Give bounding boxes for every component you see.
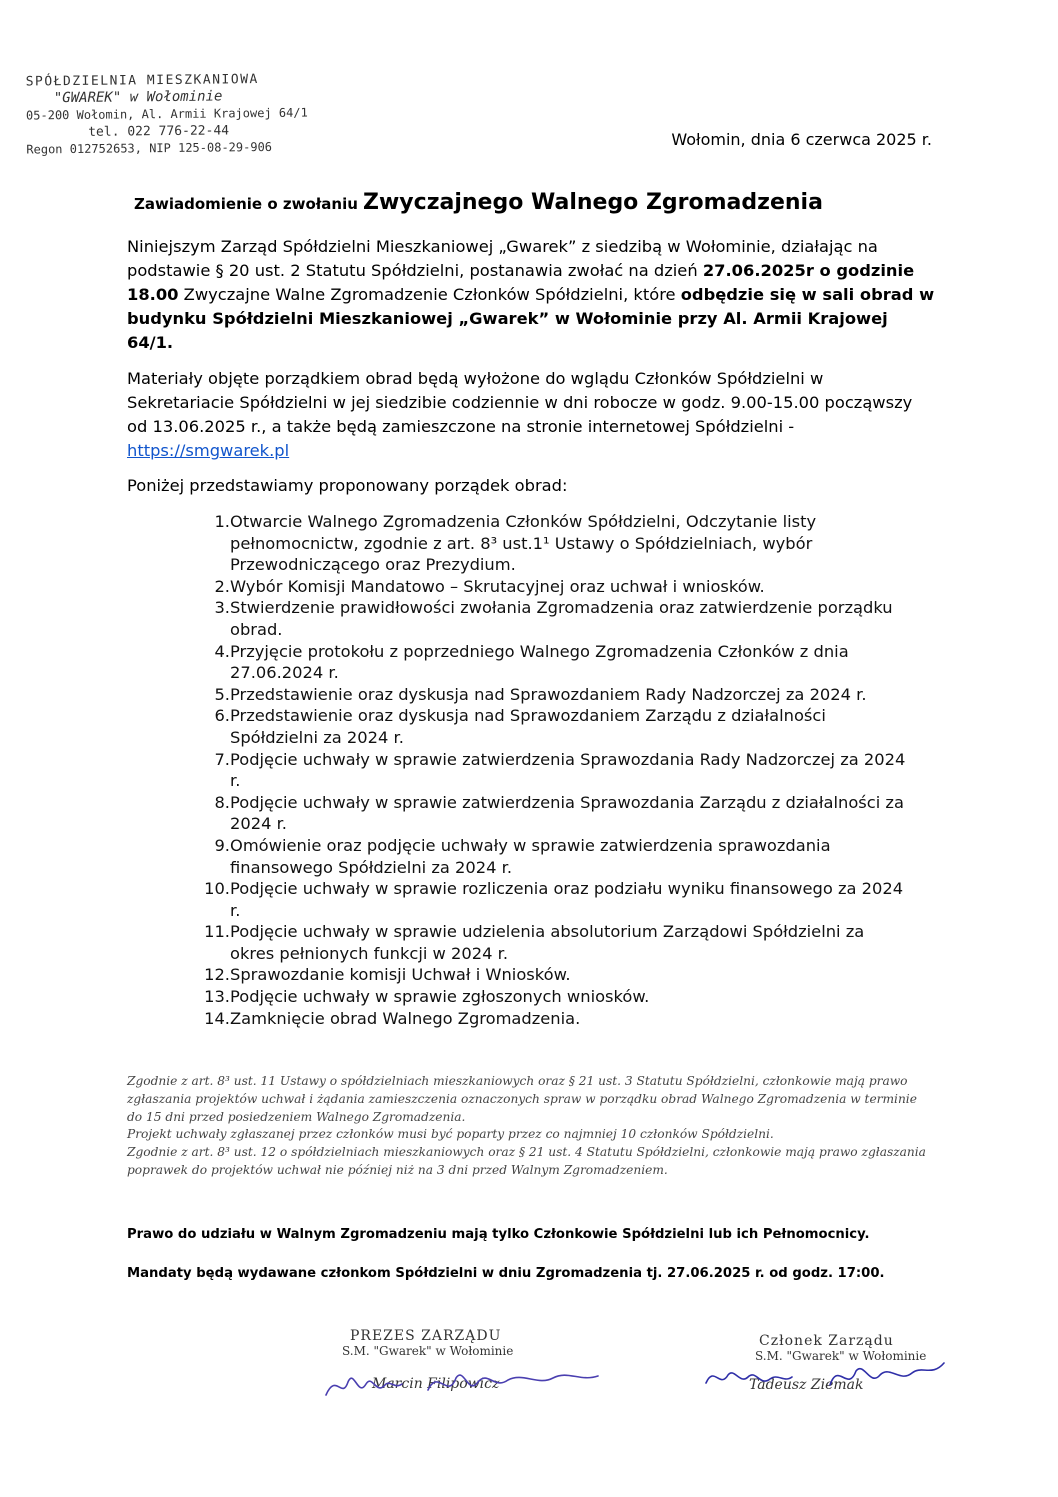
agenda-item-text: Podjęcie uchwały w sprawie zatwierdzenia Sprawozdania Zarządu z działalności za 2024 r. <box>230 792 904 834</box>
agenda-item <box>190 1008 910 1030</box>
agenda-item-text: Podjęcie uchwały w sprawie zgłoszonych wniosków. <box>230 987 650 1007</box>
agenda-item-number: 2. <box>214 576 230 596</box>
agenda-item-text: Otwarcie Walnego Zgromadzenia Członków Spółdzielni, Odczytanie listy pełnomocnictw, zgodnie z art. 8³ ust.1¹ Ustawy o Spółdzielniach, wybór Przewodniczącego oraz Prezydium. <box>230 512 817 575</box>
stamp-line-regon: Regon 012752653, NIP 125-08-29-906 <box>26 139 273 157</box>
agenda-item <box>190 511 910 576</box>
legal-note: Zgodnie z art. 8³ ust. 12 o spółdzielniach mieszkaniowych oraz § 21 ust. 4 Statutu Spółdzielni, członkowie mają prawo zgłaszania poprawek do projektów uchwał nie później niż na 3 dni przed Walnym Zgromadzeniem. <box>127 1145 926 1177</box>
agenda-item-text: Sprawozdanie komisji Uchwał i Wniosków. <box>230 965 571 985</box>
agenda-item-number: 11. <box>204 922 230 942</box>
website-link[interactable]: https://smgwarek.pl <box>127 441 290 460</box>
agenda-item-text: Zamknięcie obrad Walnego Zgromadzenia. <box>230 1008 581 1028</box>
title-prefix: Zawiadomienie o zwołaniu <box>134 195 358 213</box>
participation-rights: Prawo do udziału w Walnym Zgromadzeniu mają tylko Członkowie Spółdzielni lub ich Pełnomocnicy. <box>127 1227 870 1242</box>
stamp-line-address: 05-200 Wołomin, Al. Armii Krajowej 64/1 <box>25 105 308 123</box>
agenda-item <box>190 749 910 792</box>
agenda-item-number: 12. <box>204 965 230 985</box>
agenda-item-number: 1. <box>214 512 230 531</box>
materials-paragraph <box>127 367 935 463</box>
stamp-line-phone: tel. 022 776-22-44 <box>88 123 230 140</box>
agenda-item <box>190 792 910 835</box>
agenda-item <box>190 878 910 921</box>
handwritten-signature-president <box>318 1360 618 1410</box>
agenda-item-text: Podjęcie uchwały w sprawie zatwierdzenia Sprawozdania Rady Nadzorczej za 2024 r. <box>230 749 906 791</box>
handwritten-signature-board-member <box>700 1355 950 1400</box>
stamp-line-name: SPÓŁDZIELNIA MIESZKANIOWA <box>25 72 259 90</box>
intro-text-2: Zwyczajne Walne Zgromadzenie Członków Spółdzielni, które <box>178 285 681 304</box>
agenda-list <box>190 511 910 1029</box>
signature-org: S.M. "Gwarek" w Wołominie <box>755 1349 927 1363</box>
legal-notes <box>127 1073 927 1180</box>
agenda-item <box>190 986 910 1008</box>
agenda-item-number: 13. <box>204 987 230 1007</box>
document-date: Wołomin, dnia 6 czerwca 2025 r. <box>671 130 932 149</box>
title-main: Zwyczajnego Walnego Zgromadzenia <box>363 190 823 215</box>
agenda-item <box>190 964 910 986</box>
agenda-item <box>190 835 910 878</box>
agenda-item <box>190 684 910 706</box>
mandates-info: Mandaty będą wydawane członkom Spółdzielni w dniu Zgromadzenia tj. 27.06.2025 r. od godz. 17:00. <box>127 1266 885 1281</box>
agenda-intro: Poniżej przedstawiamy proponowany porządek obrad: <box>127 476 568 495</box>
signature-name: Tadeusz Ziemak <box>749 1377 864 1393</box>
materials-text: Materiały objęte porządkiem obrad będą wyłożone do wglądu Członków Spółdzielni w Sekretariacie Spółdzielni w jej siedzibie codziennie w dni robocze w godz. 9.00-15.00 począwszy od 13.06.2025 r., a także będą zamieszczone na stronie internetowej Spółdzielni - <box>127 369 913 436</box>
agenda-item <box>190 597 910 640</box>
agenda-item <box>190 641 910 684</box>
agenda-item <box>190 576 910 598</box>
agenda-item <box>190 921 910 964</box>
signature-name: Marcin Filipowicz <box>372 1376 500 1392</box>
signature-role: PREZES ZARZĄDU <box>350 1328 502 1344</box>
agenda-item-number: 7. <box>214 749 230 769</box>
stamp-line-gwarek: "GWAREK" w Wołominie <box>53 88 223 107</box>
agenda-item-number: 14. <box>204 1008 230 1028</box>
agenda-item-text: Podjęcie uchwały w sprawie rozliczenia oraz podziału wyniku finansowego za 2024 r. <box>230 879 904 920</box>
intro-paragraph <box>127 235 935 355</box>
agenda-item-text: Przedstawienie oraz dyskusja nad Sprawozdaniem Zarządu z działalności Spółdzielni za 2024 r. <box>230 706 826 747</box>
agenda-item-number: 6. <box>214 706 230 726</box>
intro-date-time: 27.06.2025r o godzinie 18.00 <box>127 261 915 304</box>
agenda-item-text: Stwierdzenie prawidłowości zwołania Zgromadzenia oraz zatwierdzenie porządku obrad. <box>230 598 893 639</box>
agenda-item-text: Wybór Komisji Mandatowo – Skrutacyjnej oraz uchwał i wniosków. <box>230 576 765 596</box>
signature-role: Członek Zarządu <box>759 1333 894 1349</box>
legal-note: Zgodnie z art. 8³ ust. 11 Ustawy o spółdzielniach mieszkaniowych oraz § 21 ust. 3 Statutu Spółdzielni, członkowie mają prawo zgłaszania projektów uchwał i żądania zamieszczenia oznaczonych spraw w porządku obrad Walnego Zgromadzenia w terminie do 15 dni przed posiedzeniem Walnego Zgromadzenia. <box>127 1074 917 1124</box>
agenda-item-number: 4. <box>214 641 230 661</box>
cooperative-stamp <box>26 70 317 158</box>
agenda-item-number: 3. <box>214 598 230 618</box>
intro-text-1: Niniejszym Zarząd Spółdzielni Mieszkaniowej „Gwarek” z siedzibą w Wołominie, działając na podstawie § 20 ust. 2 Statutu Spółdzielni, postanawia zwołać na dzień <box>127 237 878 280</box>
intro-location: odbędzie się w sali obrad w budynku Spółdzielni Mieszkaniowej „Gwarek” w Wołominie przy Al. Armii Krajowej 64/1. <box>127 285 935 352</box>
agenda-item-text: Omówienie oraz podjęcie uchwały w sprawie zatwierdzenia sprawozdania finansowego Spółdzielni za 2024 r. <box>230 835 831 877</box>
agenda-item-text: Przyjęcie protokołu z poprzedniego Walnego Zgromadzenia Członków z dnia 27.06.2024 r. <box>230 641 849 683</box>
agenda-item-text: Przedstawienie oraz dyskusja nad Sprawozdaniem Rady Nadzorczej za 2024 r. <box>230 684 867 704</box>
agenda-item-number: 8. <box>214 792 230 812</box>
signature-org: S.M. "Gwarek" w Wołominie <box>342 1344 514 1358</box>
legal-note: Projekt uchwały zgłaszanej przez członków musi być poparty przez co najmniej 10 członków Spółdzielni. <box>127 1127 774 1142</box>
document-title <box>134 190 823 215</box>
agenda-item-text: Podjęcie uchwały w sprawie udzielenia absolutorium Zarządowi Spółdzielni za okres pełnionych funkcji w 2024 r. <box>230 922 865 963</box>
agenda-item-number: 9. <box>214 835 230 855</box>
agenda-item <box>190 705 910 748</box>
agenda-item-number: 10. <box>204 879 230 899</box>
agenda-item-number: 5. <box>214 684 230 704</box>
